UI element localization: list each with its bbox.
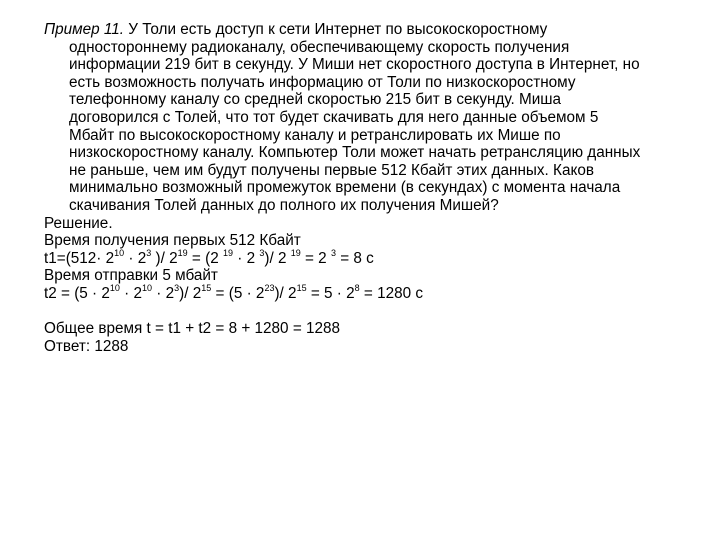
- eq-exponent: 3: [174, 282, 180, 293]
- problem-line-1: [44, 21, 694, 39]
- eq-part: t2 = (5 · 2: [44, 284, 110, 302]
- equation-t1: [44, 247, 694, 268]
- problem-line-text: У Толи есть доступ к сети Интернет по высокоскоростному: [123, 21, 548, 38]
- total-time: Общее время t = t1 + t2 = 8 + 1280 = 1288: [44, 320, 341, 338]
- problem-line-4: есть возможность получать информацию от Толи по низкоскоростному: [69, 73, 576, 91]
- eq-part: )/ 2: [151, 249, 178, 267]
- eq-part: )/ 2: [179, 284, 202, 302]
- eq-part: = 8 с: [335, 249, 374, 267]
- eq-exponent: 19: [177, 247, 188, 258]
- step1-title: Время получения первых 512 Кбайт: [44, 232, 301, 250]
- eq-part: = 5 · 2: [306, 284, 355, 302]
- problem-line-5: телефонному каналу со средней скоростью 215 бит в секунду. Миша: [69, 91, 562, 109]
- eq-exponent: 19: [222, 247, 233, 258]
- eq-exponent: 19: [290, 247, 301, 258]
- problem-line-8: низкоскоростному каналу. Компьютер Толи может начать ретрансляцию данных: [69, 144, 641, 162]
- problem-line-2: одностороннему радиоканалу, обеспечивающему скорость получения: [69, 38, 570, 56]
- equation-t2: [44, 282, 694, 303]
- problem-line-10: минимально возможный промежуток времени (в секундах) с момента начала: [69, 179, 621, 197]
- eq-exponent: 3: [259, 247, 265, 258]
- spacer: [44, 303, 694, 321]
- eq-part: · 2: [124, 249, 147, 267]
- answer: Ответ: 1288: [44, 337, 129, 355]
- eq-part: · 2: [152, 284, 175, 302]
- solution: [44, 215, 694, 356]
- eq-exponent: 10: [109, 282, 120, 293]
- solution-heading: Решение.: [44, 214, 113, 232]
- step2-title: Время отправки 5 мбайт: [44, 267, 218, 285]
- eq-exponent: 10: [142, 282, 153, 293]
- eq-exponent: 23: [264, 282, 275, 293]
- eq-part: · 2: [119, 284, 143, 302]
- eq-exponent: 8: [354, 282, 360, 293]
- problem-statement: [44, 21, 694, 215]
- problem-line-11: скачивания Толей данных до полного их получения Мишей?: [69, 196, 499, 214]
- problem-label: Пример 11.: [44, 21, 124, 38]
- problem-line-7: Мбайт по высокоскоростному каналу и ретранслировать их Мише по: [69, 126, 561, 144]
- eq-part: = 2: [300, 249, 331, 267]
- eq-part: = (5 · 2: [211, 284, 265, 302]
- document-text: [44, 21, 694, 355]
- eq-part: t1=(512· 2: [44, 249, 115, 267]
- problem-line-6: договорился с Толей, что тот будет скачивать для него данные объемом 5: [69, 108, 599, 126]
- problem-line-9: не раньше, чем им будут получены первые 512 Кбайт этих данных. Каков: [69, 161, 594, 179]
- eq-exponent: 15: [296, 282, 307, 293]
- eq-part: )/ 2: [274, 284, 297, 302]
- problem-line-3: информации 219 бит в секунду. У Миши нет скоростного доступа в Интернет, но: [69, 56, 640, 74]
- eq-exponent: 3: [330, 247, 336, 258]
- eq-part: = (2: [187, 249, 223, 267]
- eq-part: = 1280 с: [359, 284, 424, 302]
- eq-exponent: 15: [201, 282, 212, 293]
- eq-exponent: 3: [146, 247, 152, 258]
- eq-part: · 2: [233, 249, 260, 267]
- eq-part: )/ 2: [264, 249, 291, 267]
- eq-exponent: 10: [114, 247, 125, 258]
